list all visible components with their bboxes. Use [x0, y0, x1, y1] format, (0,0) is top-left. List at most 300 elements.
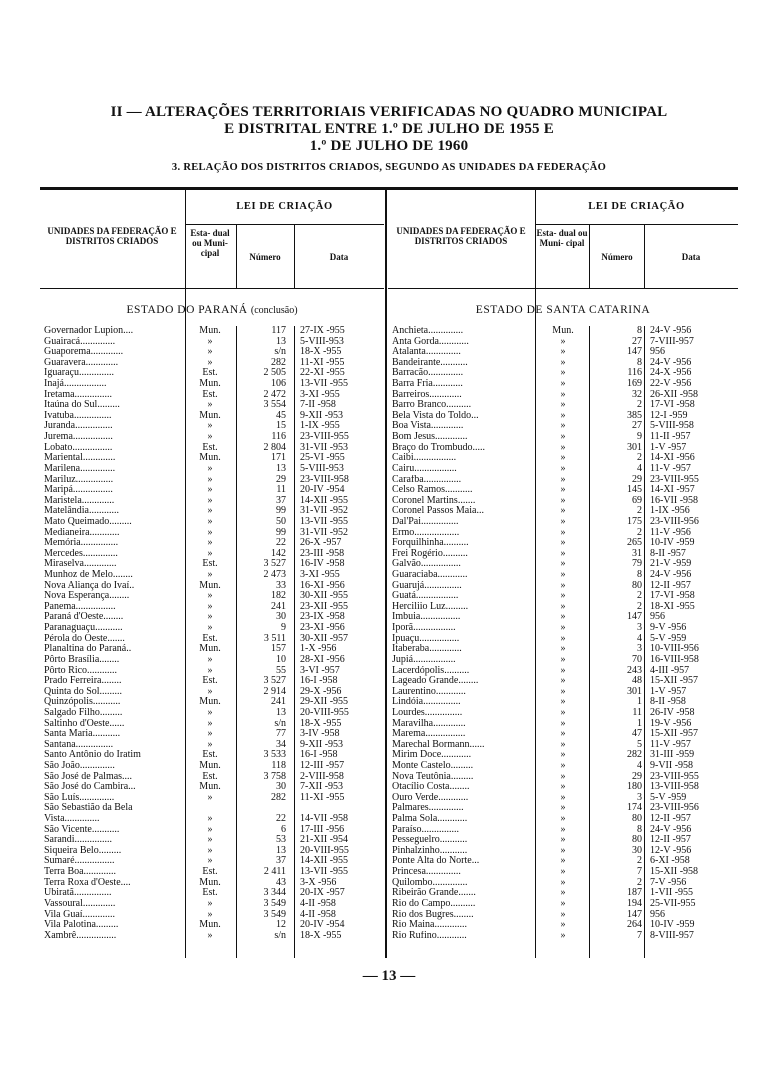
district-name: Atalanta..............: [392, 347, 461, 358]
law-date: 1-VII -955: [650, 887, 694, 899]
law-number: 30: [276, 611, 286, 623]
law-number: 3 554: [263, 399, 286, 411]
law-date: 24-V -956: [650, 325, 692, 336]
district-name: Barracão..............: [392, 368, 464, 379]
district-name: Sumaré................: [44, 856, 115, 867]
law-type: »: [560, 919, 566, 931]
district-name: Marechal Bormann......: [392, 739, 485, 750]
law-number: 53: [276, 834, 286, 846]
law-date: 9-XII -953: [300, 738, 344, 750]
district-name: Boa Vista.............: [392, 421, 464, 432]
law-number: 9: [637, 431, 642, 443]
district-name: Ivatuba...............: [44, 410, 112, 421]
law-type: »: [560, 791, 566, 803]
district-name: Medianeira............: [44, 527, 120, 538]
law-type: Mun.: [199, 759, 221, 771]
state-prefix: ESTADO DO: [126, 304, 195, 316]
header-rule: [185, 224, 384, 225]
law-number: 27: [632, 420, 642, 432]
law-type: »: [207, 611, 213, 623]
law-number: 7: [637, 866, 642, 878]
district-name: Nova Teutônia.........: [392, 771, 474, 782]
district-name: Sarandi...............: [44, 835, 113, 846]
law-type: Mun.: [199, 378, 221, 390]
header-rule: [388, 288, 738, 289]
state-heading-santa-catarina: [388, 304, 738, 316]
law-date: 29-XII -955: [300, 696, 349, 708]
law-type: Est.: [202, 887, 218, 899]
law-date: 5-VIII-958: [650, 420, 694, 432]
law-number: 282: [271, 791, 286, 803]
law-date: 25-VII-955: [650, 897, 696, 909]
law-date: 12-II -957: [650, 834, 691, 846]
law-number: 2: [637, 526, 642, 538]
law-number: 79: [632, 558, 642, 570]
law-number: 99: [276, 505, 286, 517]
law-type: »: [560, 887, 566, 899]
law-number: 106: [271, 378, 286, 390]
law-number: 45: [276, 409, 286, 421]
law-number: 385: [627, 409, 642, 421]
law-date: 11-V -957: [650, 738, 691, 750]
district-name: Munhoz de Melo........: [44, 570, 133, 581]
law-date: 17-III -956: [300, 823, 345, 835]
law-type: »: [560, 897, 566, 909]
law-date: 27-IX -955: [300, 325, 345, 336]
law-number: 116: [627, 367, 642, 379]
law-type: »: [560, 696, 566, 708]
district-name: Inajá.................: [44, 379, 107, 390]
district-name: Princesa..............: [392, 867, 461, 878]
law-number: 3 344: [263, 887, 286, 899]
state-name: PARANÁ: [198, 304, 248, 316]
law-date: 6-XI -958: [650, 855, 690, 867]
law-date: 12-V -956: [650, 844, 692, 856]
law-date: 24-V -956: [650, 823, 692, 835]
law-number: 241: [271, 696, 286, 708]
law-date: 30-XII -955: [300, 590, 349, 602]
district-name: Vila Palotina.........: [44, 920, 119, 931]
law-type: »: [207, 356, 213, 368]
district-name: Jurema................: [44, 432, 113, 443]
district-name: Ubiratã...............: [44, 888, 112, 899]
law-type: »: [207, 855, 213, 867]
law-type: »: [560, 770, 566, 782]
district-name: Terra Boa.............: [44, 867, 117, 878]
law-type: »: [207, 335, 213, 347]
district-name: Nova Esperança........: [44, 591, 130, 602]
law-type: »: [560, 866, 566, 878]
district-name: Santo Antônio do Iratim: [44, 750, 141, 761]
district-name: Guaporema.............: [44, 347, 124, 358]
district-name: Miraselva.............: [44, 559, 117, 570]
law-number: 13: [276, 462, 286, 474]
law-date: 956: [650, 908, 665, 920]
law-date: 8-VIII-957: [650, 929, 694, 941]
law-date: 10-IV -959: [650, 919, 695, 931]
law-type: »: [560, 717, 566, 729]
district-name: Lindóia...............: [392, 697, 461, 708]
law-number: 8: [637, 823, 642, 835]
law-type: Mun.: [199, 579, 221, 591]
numero-header: Número: [249, 252, 281, 262]
law-number: 2: [637, 505, 642, 517]
law-date: 16-I -958: [300, 675, 338, 687]
law-date: 5-VIII-953: [300, 335, 344, 347]
law-number: 11: [632, 706, 642, 718]
district-name: Vila Guaí.............: [44, 909, 116, 920]
district-name: Coronel Martins.......: [392, 495, 476, 506]
law-number: 2 472: [263, 388, 286, 400]
table-row: [388, 655, 738, 666]
law-number: 8: [637, 356, 642, 368]
law-type: »: [560, 494, 566, 506]
law-number: 282: [627, 749, 642, 761]
law-number: 142: [271, 547, 286, 559]
law-number: 33: [276, 579, 286, 591]
district-name: Monte Castelo.........: [392, 760, 474, 771]
data-header: Data: [329, 252, 349, 262]
law-number: 80: [632, 813, 642, 825]
district-name: Forquilhinha..........: [392, 538, 469, 549]
law-number: 48: [632, 675, 642, 687]
law-date: 29-X -956: [300, 685, 342, 697]
law-date: 31-VII -952: [300, 505, 349, 517]
law-number: 187: [627, 887, 642, 899]
law-type: »: [560, 632, 566, 644]
law-date: 20-IV -954: [300, 919, 345, 931]
law-date: 23-III -958: [300, 547, 345, 559]
law-date: 8-II -958: [650, 696, 686, 708]
law-number: 145: [627, 484, 642, 496]
district-name: Maravilha.............: [392, 718, 466, 729]
law-number: 11: [276, 484, 286, 496]
law-date: 17-VI -958: [650, 590, 695, 602]
district-name: Santa Maria...........: [44, 729, 121, 740]
law-type: »: [560, 335, 566, 347]
district-name: Ribeirão Grande.......: [392, 888, 476, 899]
district-name: Ouro Verde............: [392, 792, 469, 803]
district-name: Dal'Pai...............: [392, 516, 459, 527]
district-name: Quilombo..............: [392, 877, 468, 888]
data-header: Data: [681, 252, 701, 262]
district-name: Panema................: [44, 601, 116, 612]
district-name: Jupiá.................: [392, 654, 456, 665]
law-number: 9: [281, 622, 286, 634]
district-name: Marema................: [392, 729, 466, 740]
law-type: »: [560, 738, 566, 750]
law-type: Est.: [202, 632, 218, 644]
district-name: Barra Fria............: [392, 379, 463, 390]
law-number: 34: [276, 738, 286, 750]
law-date: 23-VIII-958: [300, 473, 349, 485]
law-number: 7: [637, 929, 642, 941]
law-type: »: [207, 494, 213, 506]
law-type: »: [560, 600, 566, 612]
lei-header: LEI DE CRIAÇÃO: [588, 201, 685, 212]
law-number: 194: [627, 897, 642, 909]
law-number: 37: [276, 494, 286, 506]
law-number: 3 758: [263, 770, 286, 782]
law-number: 3 511: [263, 632, 286, 644]
district-name: Iguaraçu..............: [44, 368, 114, 379]
law-date: 21-XII -954: [300, 834, 349, 846]
district-name: Anchieta..............: [392, 326, 464, 336]
district-name: Guaravera.............: [44, 357, 119, 368]
law-type: »: [207, 653, 213, 665]
law-number: 301: [627, 441, 642, 453]
law-number: 2 505: [263, 367, 286, 379]
law-number: 3 549: [263, 908, 286, 920]
district-name: Ponte Alta do Norte...: [392, 856, 480, 867]
law-type: »: [207, 484, 213, 496]
law-number: 118: [271, 759, 286, 771]
law-type: »: [560, 802, 566, 814]
district-name: Lageado Grande........: [392, 676, 479, 687]
law-date: 7-V -956: [650, 876, 687, 888]
law-type: »: [207, 823, 213, 835]
law-date: 22-V -956: [650, 378, 692, 390]
law-type: »: [560, 346, 566, 358]
law-date: 12-II -957: [650, 579, 691, 591]
law-type: »: [560, 484, 566, 496]
law-date: 956: [650, 611, 665, 623]
law-date: 12-II -957: [650, 813, 691, 825]
law-type: Est.: [202, 675, 218, 687]
law-date: 9-V -956: [650, 622, 687, 634]
law-number: 171: [271, 452, 286, 464]
law-date: 10-VIII-956: [650, 643, 699, 655]
law-date: 18-X -955: [300, 346, 342, 358]
law-number: 37: [276, 855, 286, 867]
law-date: 11-XI -955: [300, 791, 345, 803]
law-date: 15-XII -957: [650, 675, 699, 687]
law-date: 11-II -957: [650, 431, 691, 443]
district-name: Vassoural.............: [44, 898, 116, 909]
district-name: Governador Lupion....: [44, 326, 134, 336]
law-number: 4: [637, 462, 642, 474]
law-date: 12-III -957: [300, 759, 345, 771]
unidades-header: UNIDADES DA FEDERAÇÃO E DISTRITOS CRIADOS: [47, 226, 177, 246]
law-date: 23-XI -956: [300, 622, 345, 634]
law-date: 13-VII -955: [300, 378, 349, 390]
district-name: São José de Palmas....: [44, 771, 133, 782]
law-type: Mun.: [199, 919, 221, 931]
law-type: »: [560, 452, 566, 464]
district-name: Iretama...............: [44, 389, 113, 400]
law-number: 2: [637, 590, 642, 602]
law-number: 80: [632, 834, 642, 846]
law-type: »: [207, 420, 213, 432]
law-date: 31-III -959: [650, 749, 695, 761]
state-prefix: ESTADO DE: [475, 304, 543, 316]
district-name: Barro Branco..........: [392, 400, 472, 411]
page-number: — 13 —: [362, 968, 416, 984]
district-name: Maristela.............: [44, 495, 115, 506]
law-number: 70: [632, 653, 642, 665]
district-name: Rio Rufino............: [392, 930, 467, 941]
district-name: Mato Queimado.........: [44, 516, 132, 527]
law-type: »: [560, 537, 566, 549]
rows-right: [388, 326, 738, 941]
law-number: 301: [627, 685, 642, 697]
law-date: 2-VIII-958: [300, 770, 344, 782]
law-date: 3-X -956: [300, 876, 337, 888]
law-type: »: [207, 813, 213, 825]
district-name: Coronel Passos Maia...: [392, 506, 484, 517]
law-date: 24-V -956: [650, 569, 692, 581]
law-number: 117: [271, 325, 286, 336]
district-name: Juranda...............: [44, 421, 113, 432]
law-type: Mun.: [199, 325, 221, 336]
esta-header: Esta- dual ou Muni- cipal: [536, 228, 588, 248]
law-type: Est.: [202, 441, 218, 453]
law-date: 3-VI -957: [300, 664, 340, 676]
district-name: Ermo..................: [392, 527, 460, 538]
district-name: Matelândia............: [44, 506, 119, 517]
law-date: 23-XII -955: [300, 600, 349, 612]
law-date: 13-VII -955: [300, 515, 349, 527]
law-type: »: [560, 356, 566, 368]
law-number: 1: [637, 717, 642, 729]
law-number: 3 527: [263, 675, 286, 687]
district-name: Nova Aliança do Ivaí..: [44, 580, 135, 591]
district-name: Otacílio Costa........: [392, 782, 470, 793]
district-name: Carafba...............: [392, 474, 462, 485]
district-name: Bom Jesus.............: [392, 432, 468, 443]
numero-header: Número: [601, 252, 633, 262]
law-date: 18-X -955: [300, 717, 342, 729]
law-date: 15-XII -957: [650, 728, 699, 740]
law-type: Mun.: [199, 409, 221, 421]
law-number: 69: [632, 494, 642, 506]
law-number: 241: [271, 600, 286, 612]
district-name: Santana...............: [44, 739, 114, 750]
law-type: »: [560, 675, 566, 687]
law-number: 4: [637, 632, 642, 644]
law-type: »: [207, 515, 213, 527]
law-date: 956: [650, 346, 665, 358]
district-name: Itaúna do Sul.........: [44, 400, 120, 411]
district-name: São Sebastião da Bela: [44, 803, 133, 814]
law-date: 1-V -957: [650, 441, 687, 453]
law-type: »: [207, 685, 213, 697]
law-number: 265: [627, 537, 642, 549]
law-date: 31-VII -952: [300, 526, 349, 538]
law-number: 3 527: [263, 558, 286, 570]
district-name: Memória...............: [44, 538, 119, 549]
law-type: »: [207, 473, 213, 485]
law-number: 4: [637, 759, 642, 771]
law-number: 30: [632, 844, 642, 856]
law-type: »: [207, 547, 213, 559]
district-name: Mercedes..............: [44, 548, 118, 559]
district-name: Galvão................: [392, 559, 461, 570]
law-date: 1-IX -955: [300, 420, 340, 432]
table-row: [40, 761, 384, 772]
law-date: 17-VI -958: [650, 399, 695, 411]
table-row: [40, 464, 384, 475]
district-name: Cairu.................: [392, 463, 457, 474]
law-number: 147: [627, 611, 642, 623]
law-type: »: [207, 431, 213, 443]
law-date: 18-X -955: [300, 929, 342, 941]
law-number: 77: [276, 728, 286, 740]
law-number: s/n: [274, 346, 286, 358]
law-date: 16-VII -958: [650, 494, 699, 506]
law-number: 180: [627, 781, 642, 793]
law-type: »: [560, 706, 566, 718]
law-date: 11-V -956: [650, 526, 691, 538]
law-date: 13-VII -955: [300, 866, 349, 878]
district-name: Salgado Filho.........: [44, 707, 123, 718]
law-type: »: [560, 611, 566, 623]
law-number: 22: [276, 813, 286, 825]
law-type: »: [560, 569, 566, 581]
law-date: 19-V -956: [650, 717, 692, 729]
district-name: Maripá................: [44, 485, 113, 496]
law-date: 24-V -956: [650, 356, 692, 368]
law-number: 22: [276, 537, 286, 549]
table-row: [40, 931, 384, 942]
law-date: 14-XI -956: [650, 452, 695, 464]
law-type: »: [207, 897, 213, 909]
law-date: 1-V -957: [650, 685, 687, 697]
law-number: 5: [637, 738, 642, 750]
law-date: 7-VIII-957: [650, 335, 694, 347]
title-line-1: II — ALTERAÇÕES TERRITORIAIS VERIFICADAS NO QUADRO MUNICIPAL: [110, 104, 668, 120]
law-number: 3 549: [263, 897, 286, 909]
district-name: Laurentino............: [392, 686, 466, 697]
esta-header: Esta- dual ou Muni- cipal: [190, 228, 230, 258]
law-type: »: [560, 431, 566, 443]
law-number: 2: [637, 452, 642, 464]
law-number: 264: [627, 919, 642, 931]
law-type: »: [560, 855, 566, 867]
table-row: [40, 899, 384, 910]
law-type: »: [560, 462, 566, 474]
law-number: 29: [632, 770, 642, 782]
law-date: 23-VIII-956: [650, 515, 699, 527]
law-number: 169: [627, 378, 642, 390]
law-number: 3: [637, 622, 642, 634]
district-name: Pinhalzinho...........: [392, 845, 468, 856]
law-date: 5-V -959: [650, 632, 687, 644]
law-type: »: [560, 399, 566, 411]
law-number: 147: [627, 908, 642, 920]
law-type: Est.: [202, 749, 218, 761]
district-name: Guarujá...............: [392, 580, 462, 591]
law-type: »: [560, 643, 566, 655]
district-name: Paraná d'Oeste........: [44, 612, 124, 623]
district-name: Guatá.................: [392, 591, 459, 602]
law-type: »: [207, 834, 213, 846]
law-number: 2 411: [263, 866, 286, 878]
law-number: 182: [271, 590, 286, 602]
district-name: São Vicente...........: [44, 824, 120, 835]
law-number: 2: [637, 399, 642, 411]
district-name: Paranaguaçu...........: [44, 623, 123, 634]
district-name: Celso Ramos...........: [392, 485, 473, 496]
district-name: Xambrê................: [44, 930, 117, 941]
state-heading-parana: [40, 304, 384, 316]
district-name: Pôrto Rico............: [44, 665, 118, 676]
district-name: Palmares..............: [392, 803, 464, 814]
law-date: 3-XI -955: [300, 388, 340, 400]
district-name: Mariental.............: [44, 453, 116, 464]
law-date: 16-I -958: [300, 749, 338, 761]
district-name: Iporã.................: [392, 623, 456, 634]
